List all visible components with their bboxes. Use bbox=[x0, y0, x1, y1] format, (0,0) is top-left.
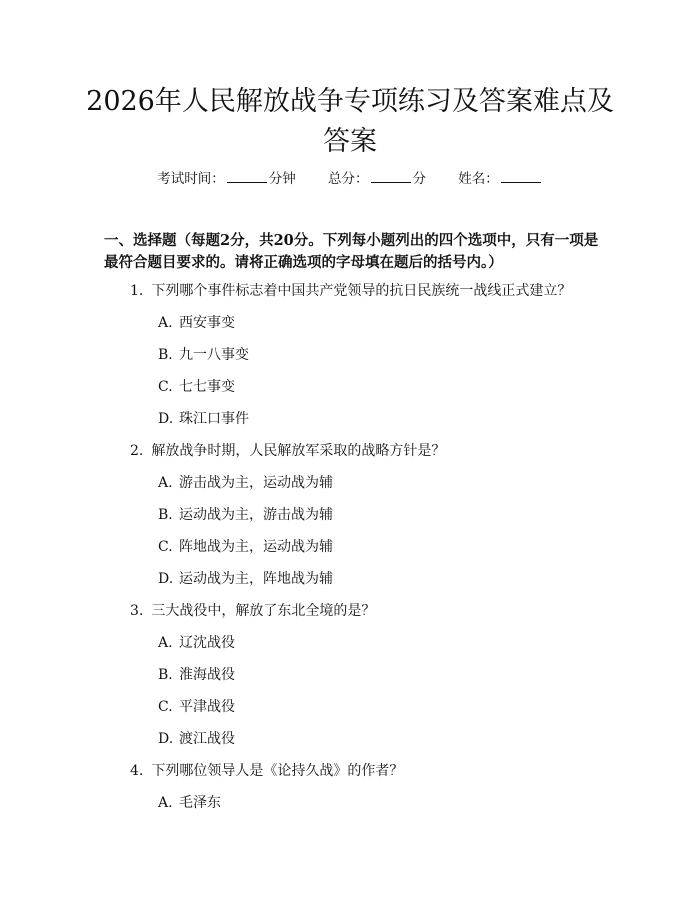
question-2-option-c[interactable] bbox=[158, 537, 333, 557]
option-letter: A. bbox=[158, 795, 173, 811]
option-text: 淮海战役 bbox=[179, 667, 235, 683]
question-3-option-d[interactable] bbox=[158, 729, 235, 749]
question-number: 1. bbox=[130, 283, 144, 299]
question-2-option-b[interactable] bbox=[158, 505, 333, 525]
option-text: 珠江口事件 bbox=[179, 411, 249, 427]
total-score-unit: 分 bbox=[412, 171, 426, 187]
question-3-option-a[interactable] bbox=[158, 633, 235, 653]
option-letter: B. bbox=[158, 507, 173, 523]
question-number: 2. bbox=[130, 443, 144, 459]
option-text: 九一八事变 bbox=[179, 347, 249, 363]
option-text: 游击战为主，运动战为辅 bbox=[179, 475, 333, 491]
option-letter: D. bbox=[158, 731, 174, 747]
total-score-label: 总分： bbox=[328, 171, 369, 187]
section-heading-multiple-choice: 一、选择题（每题2分，共20分。下列每小题列出的四个选项中，只有一项是最符合题目要求的。请将正确选项的字母填在题后的括号内。） bbox=[104, 232, 599, 271]
question-1-option-b[interactable] bbox=[158, 345, 249, 365]
question-3-option-c[interactable] bbox=[158, 697, 235, 717]
question-1-option-c[interactable] bbox=[158, 377, 235, 397]
option-text: 毛泽东 bbox=[179, 795, 221, 811]
option-text: 辽沈战役 bbox=[179, 635, 235, 651]
question-3 bbox=[130, 601, 375, 621]
student-name-field bbox=[458, 168, 543, 189]
option-text: 运动战为主，阵地战为辅 bbox=[179, 571, 333, 587]
option-text: 运动战为主，游击战为辅 bbox=[179, 507, 333, 523]
option-letter: A. bbox=[158, 315, 173, 331]
question-1-option-a[interactable] bbox=[158, 313, 235, 333]
option-letter: C. bbox=[158, 379, 173, 395]
option-letter: C. bbox=[158, 539, 173, 555]
exam-time-blank[interactable] bbox=[227, 168, 267, 183]
option-letter: B. bbox=[158, 667, 173, 683]
total-score-blank[interactable] bbox=[371, 168, 411, 183]
option-text: 渡江战役 bbox=[179, 731, 235, 747]
question-2-option-d[interactable] bbox=[158, 569, 333, 589]
option-letter: B. bbox=[158, 347, 173, 363]
option-letter: C. bbox=[158, 699, 173, 715]
option-letter: A. bbox=[158, 635, 173, 651]
option-letter: D. bbox=[158, 411, 174, 427]
question-3-option-b[interactable] bbox=[158, 665, 235, 685]
question-number: 3. bbox=[130, 603, 144, 619]
option-text: 平津战役 bbox=[179, 699, 235, 715]
question-1 bbox=[130, 281, 571, 301]
option-letter: A. bbox=[158, 475, 173, 491]
option-letter: D. bbox=[158, 571, 174, 587]
question-text: 下列哪位领导人是《论持久战》的作者？ bbox=[151, 763, 404, 779]
question-2-option-a[interactable] bbox=[158, 473, 333, 493]
question-1-option-d[interactable] bbox=[158, 409, 249, 429]
total-score-field bbox=[328, 168, 426, 189]
question-2 bbox=[130, 441, 445, 461]
exam-time-label: 考试时间： bbox=[157, 171, 225, 187]
exam-info-line bbox=[0, 168, 700, 189]
question-number: 4. bbox=[130, 763, 144, 779]
student-name-blank[interactable] bbox=[501, 168, 541, 183]
option-text: 七七事变 bbox=[179, 379, 235, 395]
question-text: 下列哪个事件标志着中国共产党领导的抗日民族统一战线正式建立？ bbox=[151, 283, 572, 299]
exam-time-field bbox=[157, 168, 296, 189]
question-text: 解放战争时期，人民解放军采取的战略方针是？ bbox=[151, 443, 446, 459]
option-text: 西安事变 bbox=[179, 315, 235, 331]
page-title: 2026年人民解放战争专项练习及答案难点及答案 bbox=[86, 86, 614, 157]
student-name-label: 姓名： bbox=[458, 171, 499, 187]
question-text: 三大战役中，解放了东北全境的是？ bbox=[151, 603, 376, 619]
question-4 bbox=[130, 761, 403, 781]
exam-time-unit: 分钟 bbox=[268, 171, 296, 187]
question-4-option-a[interactable] bbox=[158, 793, 221, 813]
option-text: 阵地战为主，运动战为辅 bbox=[179, 539, 333, 555]
